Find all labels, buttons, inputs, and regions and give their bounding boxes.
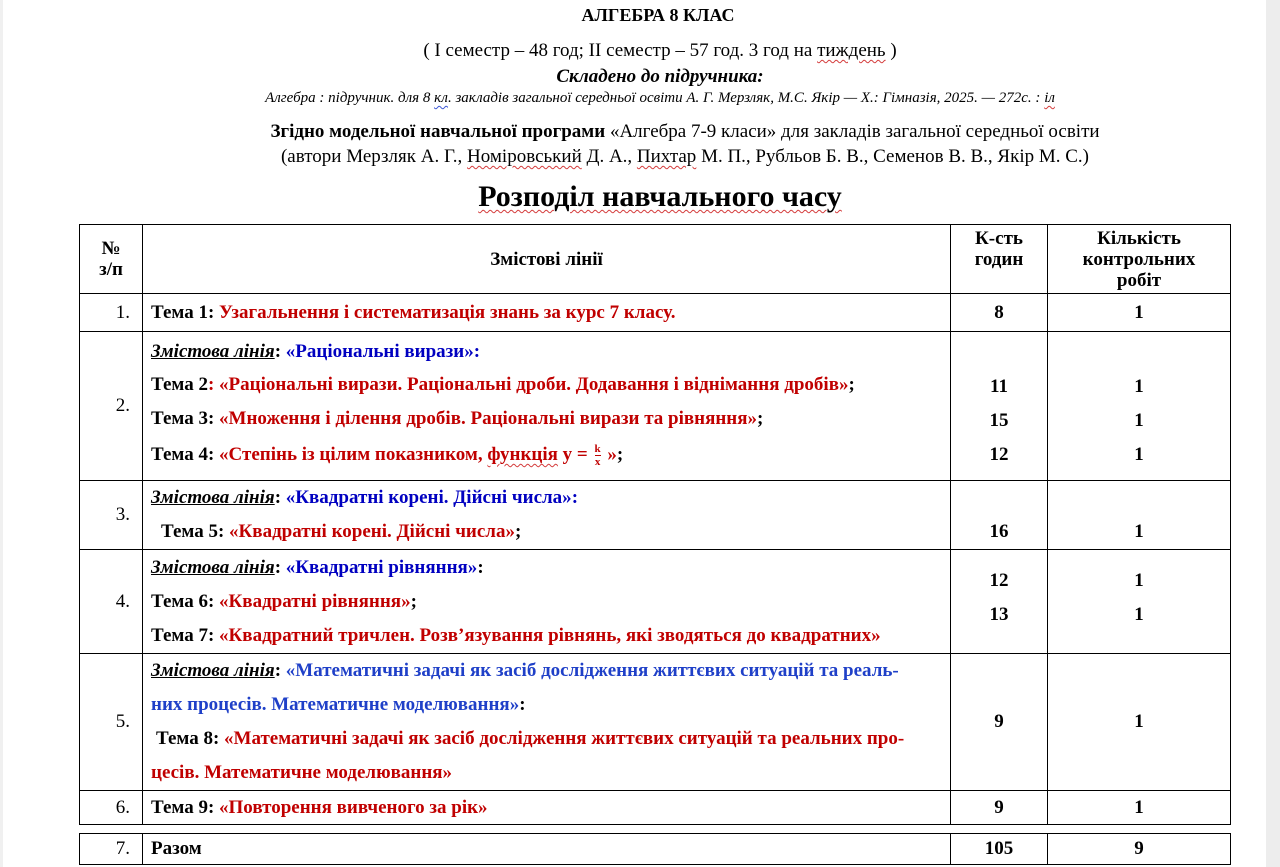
fraction-k-over-x: $\frac{k}{x}$ — [594, 443, 601, 469]
row-hours: 8 — [951, 294, 1048, 332]
row-hours: 12 13 — [951, 550, 1048, 654]
row-tests: 1 — [1048, 481, 1231, 550]
total-table — [79, 833, 1231, 865]
row-number: 6. — [80, 791, 143, 825]
row-number: 5. — [80, 654, 143, 791]
page-edge-left — [0, 0, 3, 867]
time-distribution-table — [79, 224, 1231, 825]
row-content: Тема 9: «Повторення вивченого за рік» — [143, 791, 951, 825]
row-tests: 1 — [1048, 791, 1231, 825]
row-tests: 1 1 1 — [1048, 332, 1231, 481]
total-hours: 105 — [951, 834, 1048, 865]
section-title: Розподіл навчального часу — [478, 180, 842, 213]
row-number: 4. — [80, 550, 143, 654]
row-number: 3. — [80, 481, 143, 550]
row-number: 1. — [80, 294, 143, 332]
header-hours: К-сть годин — [951, 225, 1048, 294]
header-tests: Кількість контрольних робіт — [1048, 225, 1231, 294]
compiled-for-label: Складено до підручника: — [556, 66, 764, 87]
table-row — [80, 654, 1231, 791]
table-row — [80, 294, 1231, 332]
total-label: Разом — [143, 834, 951, 865]
row-tests: 1 — [1048, 654, 1231, 791]
row-hours: 9 — [951, 654, 1048, 791]
row-hours: 11 15 12 — [951, 332, 1048, 481]
table-header-row — [80, 225, 1231, 294]
row-tests: 1 — [1048, 294, 1231, 332]
row-tests: 1 1 — [1048, 550, 1231, 654]
table-row — [80, 791, 1231, 825]
row-content: Змістова лінія: «Квадратні рівняння»: Тема 6: «Квадратні рівняння»; Тема 7: «Квадратний тричлен. Розв’язування рівнянь, які зводяться до квадратних» — [143, 550, 951, 654]
total-tests: 9 — [1048, 834, 1231, 865]
header-number: № з/п — [80, 225, 143, 294]
program-reference: Згідно модельної навчальної програми «Алгебра 7-9 класи» для закладів загальної середньої освіти — [270, 121, 1100, 142]
header-content-lines: Змістові лінії — [143, 225, 951, 294]
total-row — [80, 834, 1231, 865]
row-content: Змістова лінія: «Математичні задачі як засіб дослідження життєвих ситуацій та реаль- них процесів. Математичне моделювання»: Тема 8: «Математичні задачі як засіб дослідження життєвих ситуацій та реальних про- цесів. Математичне моделювання» — [143, 654, 951, 791]
semester-hours: ( І семестр – 48 год; ІІ семестр – 57 год. 3 год на тиждень ) — [423, 40, 897, 61]
total-number: 7. — [80, 834, 143, 865]
table-row — [80, 332, 1231, 481]
table-row — [80, 550, 1231, 654]
table-row — [80, 481, 1231, 550]
row-content: Змістова лінія: «Раціональні вирази»: Тема 2: «Раціональні вирази. Раціональні дроби. Додавання і віднімання дробів»; Тема 3: «Множення і ділення дробів. Раціональні вирази та рівняння»; Тема 4: «Степінь із цілим показником, функція у = $\frac{k}{x}$ »; — [143, 332, 951, 481]
program-authors: (автори Мерзляк А. Г., Номіровський Д. А., Пихтар М. П., Рубльов Б. В., Семенов В. В., Якір М. С.) — [280, 146, 1089, 167]
row-content: Змістова лінія: «Квадратні корені. Дійсні числа»: Тема 5: «Квадратні корені. Дійсні числа»; — [143, 481, 951, 550]
row-number: 2. — [80, 332, 143, 481]
row-hours: 16 — [951, 481, 1048, 550]
textbook-reference: Алгебра : підручник. для 8 кл. закладів загальної середньої освіти А. Г. Мерзляк, М.С. Якір — Х.: Гімназія, 2025. — 272с. : іл — [265, 90, 1055, 106]
row-hours: 9 — [951, 791, 1048, 825]
row-content: Тема 1: Узагальнення і систематизація знань за курс 7 класу. — [143, 294, 951, 332]
document-title: АЛГЕБРА 8 КЛАС — [581, 5, 735, 25]
